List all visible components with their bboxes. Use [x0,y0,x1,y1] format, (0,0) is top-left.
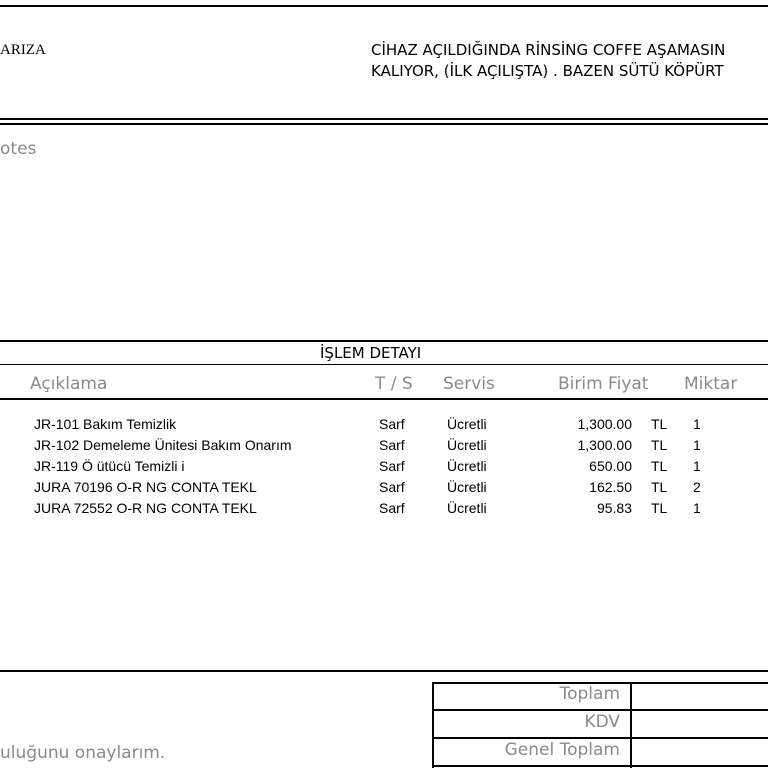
table-row [0,479,768,500]
table-row [0,416,768,437]
row-qty: 1 [693,458,701,474]
fault-divider-upper [0,118,768,120]
row-description: JURA 72552 O-R NG CONTA TEKL [34,500,257,516]
row-qty: 1 [693,500,701,516]
top-border [0,5,768,7]
row-currency: TL [651,437,668,453]
totals-box-left-border [432,682,434,768]
row-currency: TL [651,416,668,432]
row-service: Ücretli [447,416,487,432]
totals-top-border [0,670,768,672]
column-header-ts: T / S [375,374,413,394]
row-price: 95.83 [596,500,632,516]
row-qty: 1 [693,416,701,432]
row-description: JR-102 Demeleme Ünitesi Bakım Onarım [34,437,292,453]
row-price: 1,300.00 [577,437,632,453]
fault-description-line2: KALIYOR, (İLK AÇILIŞTA) . BAZEN SÜTÜ KÖPÜRT [371,62,724,80]
row-qty: 2 [693,479,701,495]
row-description: JR-119 Ö ütücü Temizli i [34,458,185,474]
details-top-border [0,340,768,342]
totals-row-divider-1 [432,709,768,711]
row-qty: 1 [693,437,701,453]
row-ts: Sarf [379,479,405,495]
row-service: Ücretli [447,437,487,453]
row-price: 650.00 [589,458,632,474]
row-price: 1,300.00 [577,416,632,432]
row-service: Ücretli [447,479,487,495]
row-price: 162.50 [589,479,632,495]
details-title-divider [0,364,768,365]
notes-label: otes [0,139,37,159]
row-service: Ücretli [447,458,487,474]
column-header-service: Servis [443,374,495,394]
table-row [0,500,768,521]
row-ts: Sarf [379,437,405,453]
column-header-quantity: Miktar [684,374,738,394]
fault-description-line1: CİHAZ AÇILDIĞINDA RİNSİNG COFFE AŞAMASIN [371,41,726,59]
table-row [0,437,768,458]
row-description: JR-101 Bakım Temizlik [34,416,177,432]
row-ts: Sarf [379,416,405,432]
header-divider [0,398,768,400]
grand-total-label: Genel Toplam [504,740,620,760]
column-header-unit-price: Birim Fiyat [558,374,649,394]
row-currency: TL [651,500,668,516]
vat-label: KDV [584,712,620,732]
totals-box-value-border [630,682,632,768]
fault-label: ARIZA [0,42,46,58]
row-currency: TL [651,458,668,474]
row-currency: TL [651,479,668,495]
row-description: JURA 70196 O-R NG CONTA TEKL [34,479,257,495]
row-ts: Sarf [379,458,405,474]
subtotal-label: Toplam [559,684,620,704]
totals-box-bottom-border [432,765,768,767]
confirmation-text: uluğunu onaylarım. [0,743,166,763]
table-row [0,458,768,479]
fault-divider-lower [0,123,768,125]
totals-row-divider-2 [432,737,768,739]
row-service: Ücretli [447,500,487,516]
column-header-description: Açıklama [30,374,108,394]
details-title: İŞLEM DETAYI [320,344,422,362]
row-ts: Sarf [379,500,405,516]
